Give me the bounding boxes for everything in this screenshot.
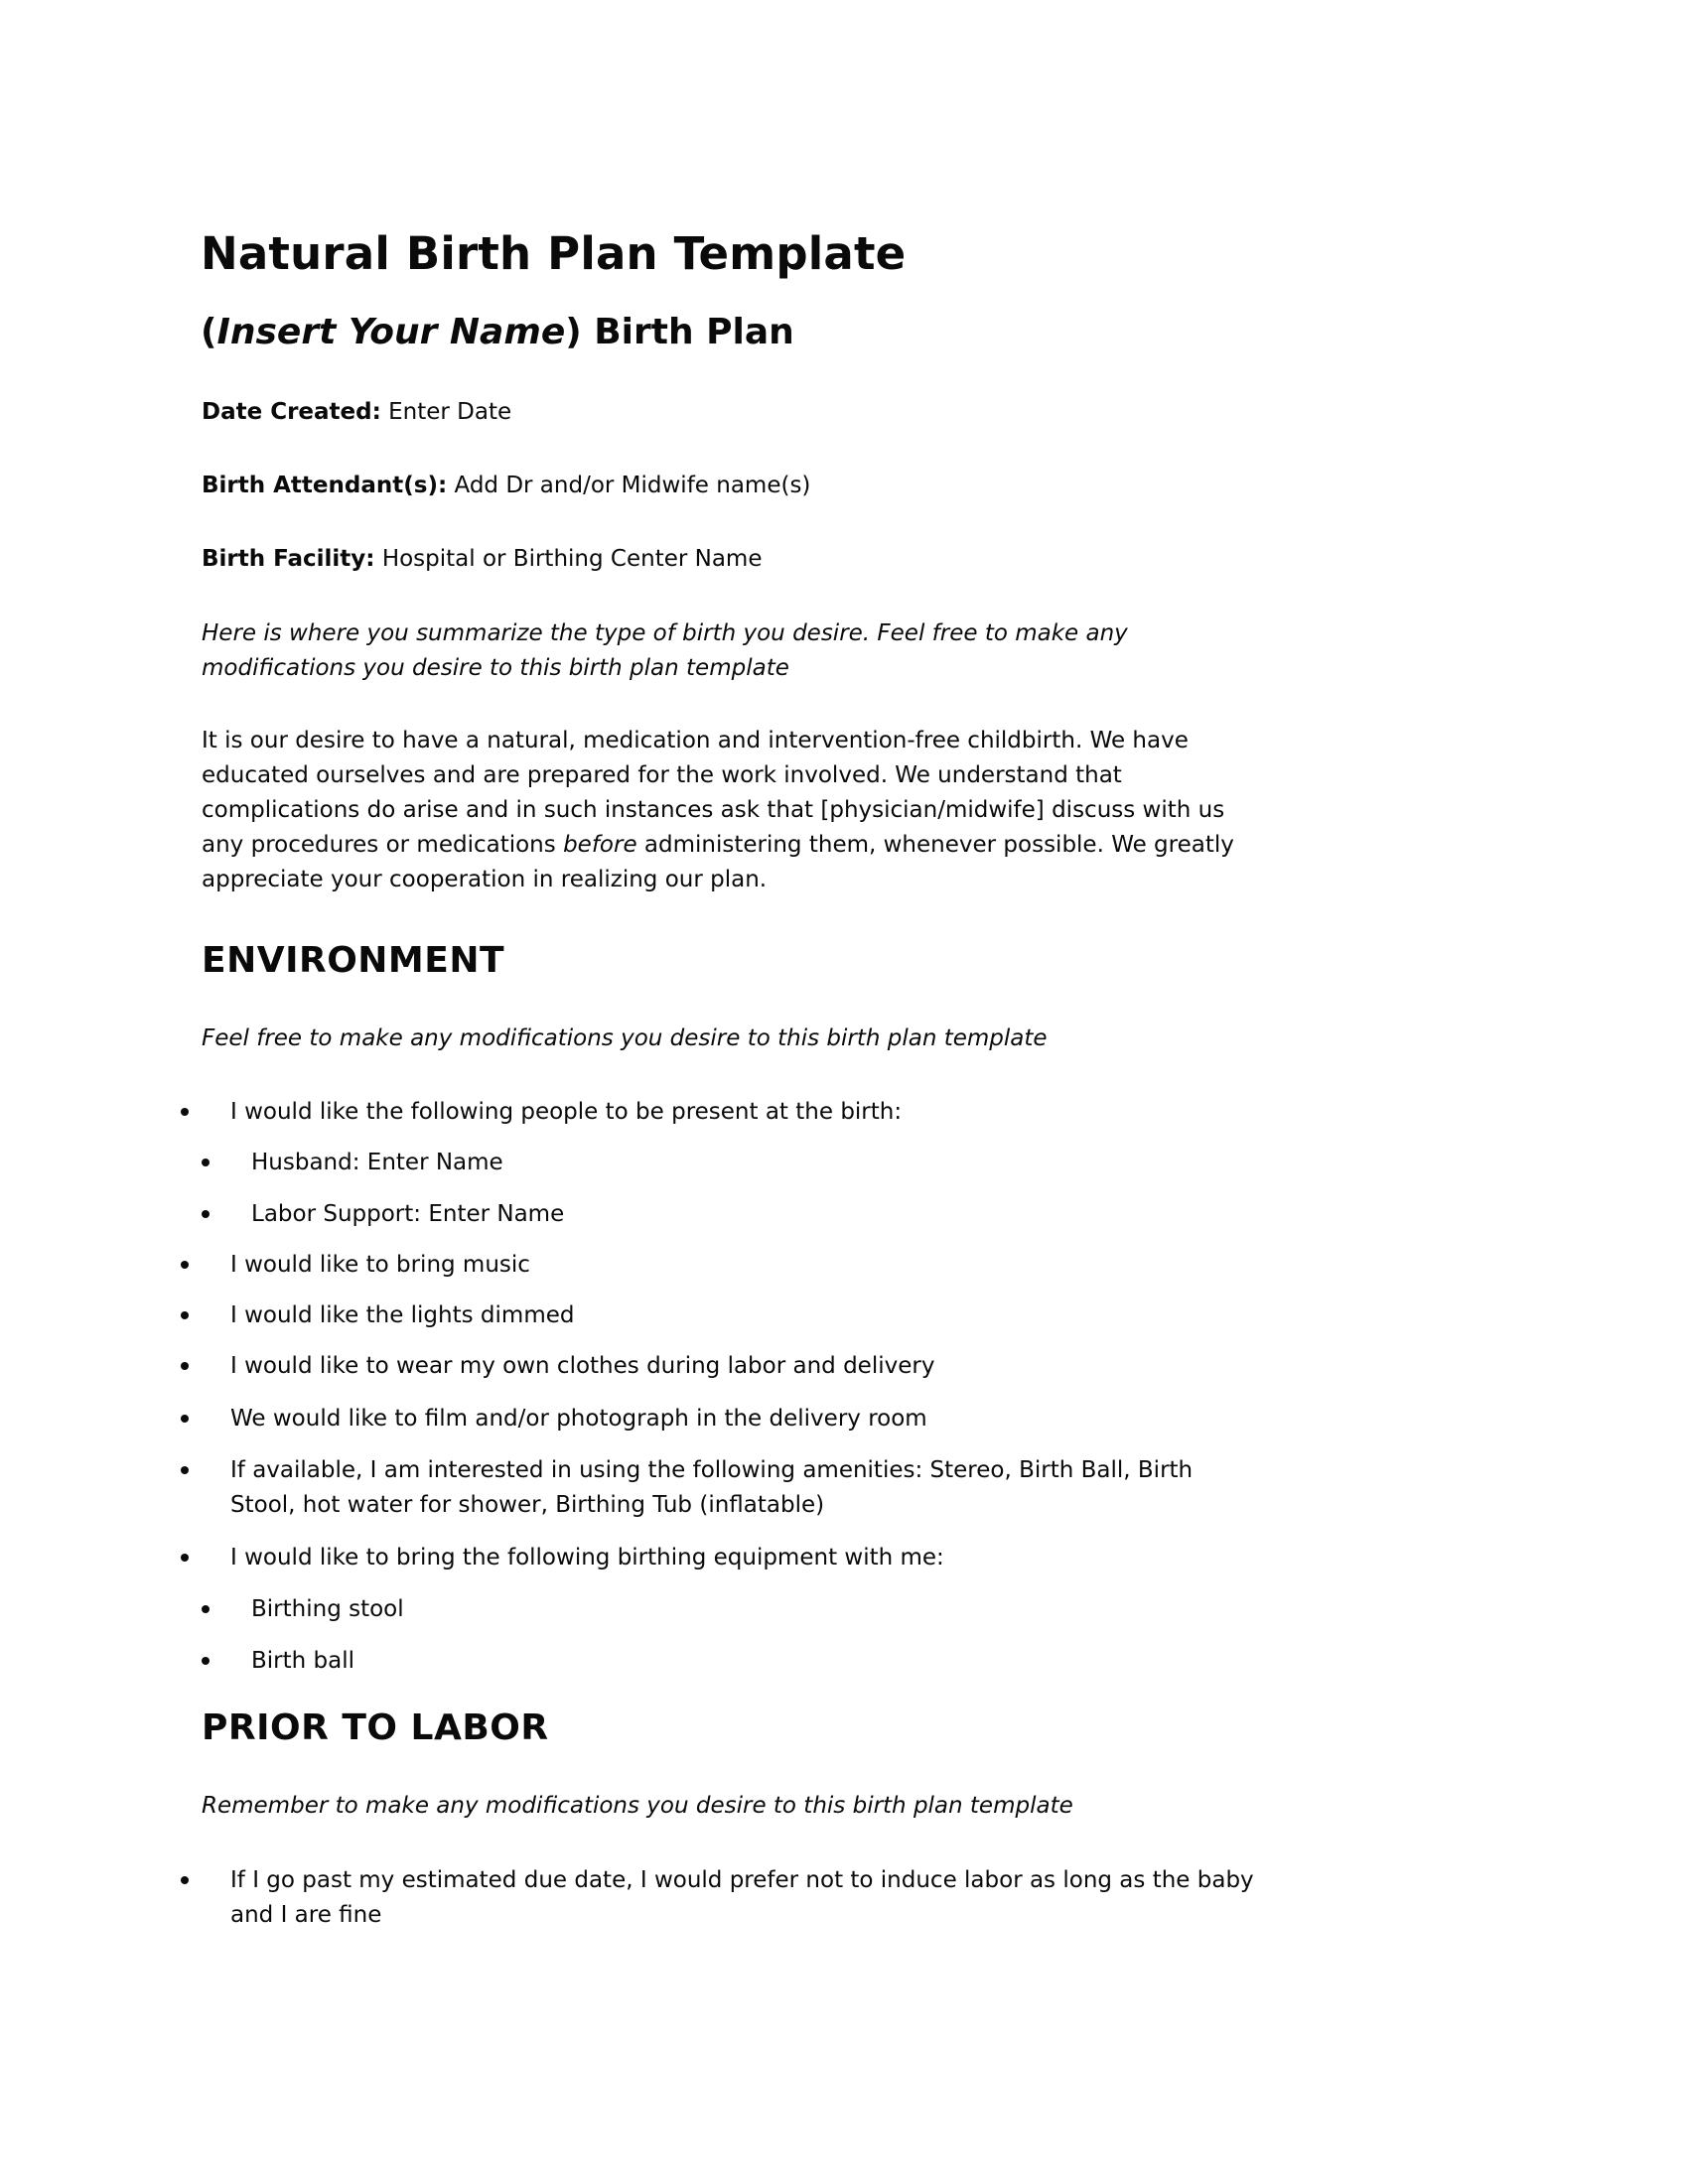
list-item-text: I would like to bring the following birthing equipment with me:: [230, 1545, 944, 1570]
bullet-icon: [181, 1876, 189, 1884]
list-item: [230, 1349, 934, 1384]
subtitle-open-paren: (: [201, 312, 217, 352]
list-item-text: If available, I am interested in using the following amenities: Stereo, Birth Ball, Birth: [230, 1457, 1194, 1483]
bullet-icon: [181, 1311, 189, 1319]
intro-line: educated ourselves and are prepared for the work involved. We understand that: [202, 762, 1122, 788]
bullet-icon: [181, 1466, 189, 1474]
list-item-text: Birth ball: [251, 1648, 355, 1674]
list-item-text: Birthing stool: [251, 1596, 404, 1622]
bullet-icon: [181, 1362, 189, 1370]
summary-note-line: Here is where you summarize the type of birth you desire. Feel free to make any: [202, 620, 1128, 646]
intro-paragraph: [202, 724, 1234, 897]
section-heading-prior-to-labor: PRIOR TO LABOR: [202, 1707, 549, 1748]
section-note-environment: Feel free to make any modifications you desire to this birth plan template: [202, 1025, 1048, 1051]
list-item: [230, 1541, 944, 1575]
bullet-icon: [202, 1657, 210, 1665]
section-note-prior-to-labor: Remember to make any modifications you desire to this birth plan template: [202, 1793, 1073, 1819]
list-item-text: Stool, hot water for shower, Birthing Tub (inflatable): [230, 1492, 825, 1518]
bullet-icon: [181, 1554, 189, 1562]
name-placeholder: Insert Your Name: [216, 312, 566, 352]
bullet-icon: [181, 1261, 189, 1269]
list-item: [230, 1248, 530, 1283]
list-item-text: If I go past my estimated due date, I would prefer not to induce labor as long as the baby: [230, 1867, 1254, 1893]
field-birth-facility: [202, 542, 762, 577]
field-value: Add Dr and/or Midwife name(s): [454, 473, 811, 498]
list-item-text: We would like to film and/or photograph in the delivery room: [230, 1406, 927, 1432]
list-item: [251, 1146, 503, 1180]
document-title: Natural Birth Plan Template: [201, 227, 907, 280]
bullet-icon: [202, 1210, 210, 1218]
bullet-icon: [181, 1108, 189, 1116]
bullet-icon: [202, 1605, 210, 1613]
field-label: Date Created:: [202, 399, 381, 425]
list-item-text: and I are fine: [230, 1902, 382, 1928]
summary-note: [202, 616, 1128, 686]
emphasis-before: before: [563, 832, 637, 858]
intro-text: any procedures or medications: [202, 832, 564, 858]
field-value: Enter Date: [388, 399, 512, 425]
list-item-text: Labor Support: Enter Name: [251, 1201, 565, 1227]
bullet-icon: [181, 1415, 189, 1423]
intro-line: appreciate your cooperation in realizing our plan.: [202, 867, 768, 892]
list-item-text: I would like to bring music: [230, 1252, 530, 1278]
list-item-text: Husband: Enter Name: [251, 1150, 503, 1175]
list-item: [230, 1298, 574, 1333]
intro-line: complications do arise and in such instances ask that [physician/midwife] discuss with us: [202, 797, 1225, 823]
list-item: [230, 1095, 902, 1130]
field-label: Birth Attendant(s):: [202, 473, 448, 498]
list-item-text: I would like to wear my own clothes during labor and delivery: [230, 1353, 935, 1379]
birth-plan-subtitle: [201, 311, 794, 354]
bullet-icon: [202, 1159, 210, 1166]
list-item: [230, 1863, 1254, 1933]
subtitle-suffix: ) Birth Plan: [565, 312, 794, 352]
list-item: [230, 1453, 1193, 1523]
list-item: [230, 1402, 927, 1436]
summary-note-line: modifications you desire to this birth plan template: [202, 655, 789, 681]
field-label: Birth Facility:: [202, 546, 375, 572]
intro-text: administering them, whenever possible. We greatly: [636, 832, 1234, 858]
list-item: [251, 1592, 404, 1627]
section-heading-environment: ENVIRONMENT: [202, 940, 505, 981]
field-birth-attendants: [202, 469, 810, 503]
field-date-created: [202, 395, 511, 430]
intro-line: [202, 828, 1234, 863]
list-item-text: I would like the lights dimmed: [230, 1302, 575, 1328]
field-value: Hospital or Birthing Center Name: [381, 546, 763, 572]
list-item: [251, 1644, 354, 1679]
list-item-text: I would like the following people to be present at the birth:: [230, 1099, 903, 1125]
intro-line: It is our desire to have a natural, medication and intervention-free childbirth. We have: [202, 728, 1189, 753]
list-item: [251, 1197, 564, 1232]
